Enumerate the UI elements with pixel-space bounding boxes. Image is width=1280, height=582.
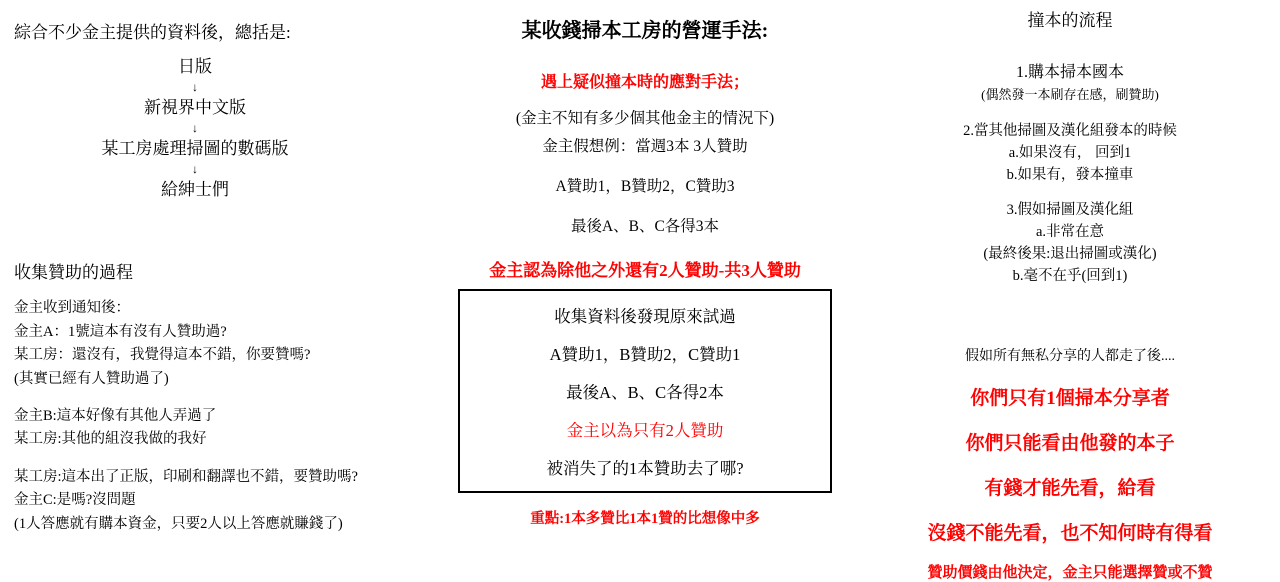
chain-step-2: 新視界中文版: [144, 97, 246, 117]
dialog-line: 某工房：還沒有，我覺得這本不錯，你要贊嗎?: [14, 347, 311, 364]
dialog-line: 金主收到通知後：: [14, 300, 130, 317]
sponsorship-process-title: 收集贊助的過程: [14, 263, 133, 283]
right-step-3-line: b.毫不在乎(回到1): [1012, 267, 1128, 284]
right-title: 撞本的流程: [1027, 11, 1113, 30]
right-step-3-line: (最終後果:退出掃圖或漢化): [983, 245, 1157, 262]
down-arrow-icon: ↓: [192, 161, 198, 176]
chain-step-3: 某工房處理掃圖的數碼版: [101, 138, 289, 158]
right-warning-line: 你們只能看由他發的本子: [965, 433, 1175, 455]
right-warning-line: 沒錢不能先看，也不知何時有得看: [927, 523, 1213, 545]
middle-footer-note: 重點:1本多贊比1本1贊的比想像中多: [530, 511, 760, 527]
reality-box: [458, 289, 832, 493]
dialog-line: 某工房:其他的組沒我做的我好: [14, 431, 207, 448]
box-line: 最後A、B、C各得2本: [566, 383, 724, 402]
distribution-chain: [0, 50, 430, 207]
box-line: 收集資料後發現原來試過: [554, 307, 736, 326]
right-step-2-line: 2.當其他掃圖及漢化組發本的時候: [963, 123, 1177, 139]
dialog-line: 金主A：1號這本有沒有人贊助過?: [14, 323, 227, 340]
left-column: [0, 0, 430, 536]
right-column: [860, 0, 1280, 582]
middle-line: 最後A、B、C各得3本: [570, 218, 720, 235]
box-line: A贊助1，B贊助2，C贊助1: [549, 345, 741, 364]
dialog-spacer: [14, 391, 430, 405]
dialog-line: (1人答應就有購本資金，只要2人以上答應就賺錢了): [14, 515, 343, 532]
sponsorship-dialog: [0, 297, 430, 536]
middle-line: (金主不知有多少個其他金主的情況下): [515, 110, 775, 127]
middle-subtitle: 遇上疑似撞本時的應對手法；: [540, 74, 749, 91]
down-arrow-icon: ↓: [192, 79, 198, 94]
right-step-2: [860, 121, 1280, 186]
middle-line: A贊助1，B贊助2，C贊助3: [555, 178, 735, 195]
right-step-3-line: a.非常在意: [1035, 224, 1105, 240]
right-mid-note: 假如所有無私分享的人都走了後....: [965, 349, 1175, 365]
box-line-highlight: 金主以為只有2人贊助: [566, 421, 724, 440]
right-step-3: [860, 200, 1280, 287]
right-step-1-note: (偶然發一本刷存在感，刷贊助): [981, 87, 1159, 102]
dialog-line: 金主B:這本好像有其他人弄過了: [14, 408, 217, 424]
chain-step-1: 日版: [178, 56, 212, 76]
dialog-spacer: [14, 452, 430, 466]
middle-line: 金主假想例：當週3本 3人贊助: [542, 138, 748, 155]
down-arrow-icon: ↓: [192, 120, 198, 135]
dialog-line: 某工房:這本出了正版，印刷和翻譯也不錯，要贊助嗎?: [14, 468, 358, 485]
right-step-2-line: a.如果沒有， 回到1: [1008, 144, 1132, 161]
right-warning-footer: 贊助價錢由他決定，金主只能選擇贊或不贊: [927, 565, 1213, 582]
dialog-line: 金主C:是嗎?沒問題: [14, 492, 136, 509]
middle-red-conclusion: 金主認為除他之外還有2人贊助-共3人贊助: [489, 261, 801, 280]
dialog-line: (其實已經有人贊助過了): [14, 370, 169, 387]
right-step-1: 1.購本掃本國本: [1015, 64, 1124, 81]
right-step-3-line: 3.假如掃圖及漢化組: [1006, 202, 1134, 219]
chain-step-4: 給紳士們: [161, 179, 229, 199]
box-line: 被消失了的1本贊助去了哪?: [546, 459, 744, 478]
right-warning-line: 有錢才能先看，給看: [984, 478, 1156, 500]
middle-column: [430, 0, 860, 528]
main-title: 某收錢掃本工房的營運手法:: [521, 20, 769, 42]
right-warning-line: 你們只有1個掃本分享者: [970, 388, 1170, 410]
left-lead-text: 綜合不少金主提供的資料後，總括是:: [14, 23, 291, 42]
right-step-2-line: b.如果有，發本撞車: [1006, 166, 1134, 183]
